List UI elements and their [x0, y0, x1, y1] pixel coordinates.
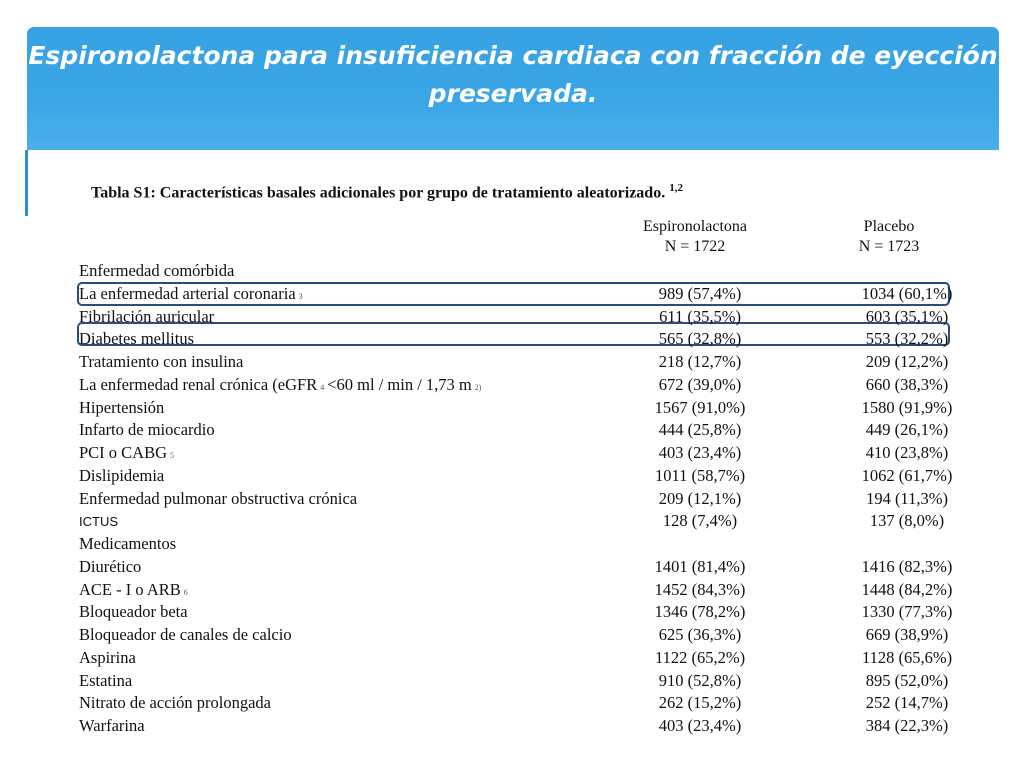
cell-placebo: 194 (11,3%)	[866, 489, 948, 508]
row-label	[79, 375, 481, 395]
cell-espironolactona: 1401 (81,4%)	[654, 557, 746, 576]
row-label-text: PCI o CABG	[79, 443, 168, 462]
row-label	[79, 420, 215, 440]
row-label-text: La enfermedad arterial coronaria	[79, 284, 296, 303]
row-label	[79, 511, 118, 531]
row-footnote-ref: 2)	[474, 383, 482, 392]
column-n: N = 1722	[664, 238, 726, 255]
row-footnote-ref: 5	[170, 451, 175, 460]
column-header-placebo	[794, 217, 984, 257]
row-label-text: Tratamiento con insulina	[79, 352, 244, 371]
cell-espironolactona: 1452 (84,3%)	[654, 580, 746, 599]
row-label	[79, 534, 176, 554]
row-label	[79, 466, 164, 486]
cell-espironolactona: 128 (7,4%)	[662, 511, 738, 530]
row-footnote-ref: 3	[298, 292, 303, 301]
row-label	[79, 261, 234, 281]
row-label	[79, 648, 136, 668]
table-row	[79, 671, 949, 693]
row-label-text: Bloqueador beta	[79, 602, 188, 621]
table-row	[79, 261, 949, 283]
row-label	[79, 693, 271, 713]
table-row	[79, 716, 949, 738]
cell-placebo: 603 (35,1%)	[865, 307, 949, 326]
row-label	[79, 557, 141, 577]
cell-espironolactona: 1011 (58,7%)	[654, 466, 746, 485]
row-label-text: Aspirina	[79, 648, 136, 667]
row-label-text: Enfermedad comórbida	[79, 261, 235, 280]
cell-espironolactona: 1567 (91,0%)	[654, 398, 746, 417]
cell-placebo: 1416 (82,3%)	[861, 557, 953, 576]
cell-placebo: 1330 (77,3%)	[861, 602, 953, 621]
column-name: Espironolactona	[643, 218, 747, 235]
row-label-text: Estatina	[79, 671, 133, 690]
row-label-text: Fibrilación auricular	[79, 307, 215, 326]
cell-placebo: 1034 (60,1%)	[861, 284, 953, 303]
row-label-text: Infarto de miocardio	[79, 420, 215, 439]
row-label	[79, 307, 214, 327]
cell-espironolactona: 989 (57,4%)	[658, 284, 742, 303]
cell-placebo: 449 (26,1%)	[865, 420, 949, 439]
row-label-text: Nitrato de acción prolongada	[79, 693, 271, 712]
row-footnote-ref: 4	[320, 383, 325, 392]
row-label-text: Dislipidemia	[79, 466, 165, 485]
column-name: Placebo	[863, 218, 915, 235]
table-row	[79, 398, 953, 420]
row-label	[79, 284, 303, 304]
row-label	[79, 716, 145, 736]
row-label	[79, 625, 292, 645]
cell-placebo: 669 (38,9%)	[865, 625, 949, 644]
cell-espironolactona: 565 (32,8%)	[658, 329, 742, 348]
table-row	[79, 329, 949, 351]
cell-placebo: 1062 (61,7%)	[861, 466, 953, 485]
cell-espironolactona: 218 (12,7%)	[658, 352, 742, 371]
table-row	[79, 534, 949, 556]
cell-placebo: 660 (38,3%)	[865, 375, 949, 394]
slide-title: Espironolactona para insuficiencia cardiaca con fracción de eyección preservada.	[28, 41, 998, 108]
table-caption-text: Tabla S1: Características basales adicionales por grupo de tratamiento aleatorizado.	[91, 184, 666, 202]
table-row	[79, 352, 949, 374]
column-n: N = 1723	[858, 238, 920, 255]
cell-placebo: 553 (32,2%)	[865, 329, 949, 348]
cell-espironolactona: 444 (25,8%)	[658, 420, 742, 439]
table-row	[79, 625, 949, 647]
table-row	[79, 466, 953, 488]
table-row	[79, 648, 953, 670]
row-label-text: ICTUS	[79, 514, 118, 529]
table-row	[79, 511, 949, 533]
row-footnote-ref: 6	[183, 588, 188, 597]
cell-espironolactona: 403 (23,4%)	[658, 716, 742, 735]
cell-espironolactona: 611 (35,5%)	[659, 307, 741, 326]
table-row	[79, 443, 949, 465]
row-label	[79, 329, 194, 349]
table-row	[79, 307, 949, 329]
row-label-tail: <60 ml / min / 1,73 m	[327, 375, 472, 394]
row-label	[79, 352, 243, 372]
table-caption-ref: 1,2	[669, 182, 683, 194]
table-row	[79, 580, 953, 602]
row-label	[79, 671, 132, 691]
table-row	[79, 489, 949, 511]
cell-placebo: 384 (22,3%)	[865, 716, 949, 735]
cell-placebo: 209 (12,2%)	[865, 352, 949, 371]
row-label	[79, 443, 174, 463]
cell-placebo: 252 (14,7%)	[865, 693, 949, 712]
cell-placebo: 895 (52,0%)	[865, 671, 949, 690]
table-row	[79, 557, 953, 579]
table-row	[79, 420, 949, 442]
cell-placebo: 1580 (91,9%)	[861, 398, 953, 417]
table-caption	[91, 182, 683, 202]
row-label	[79, 580, 188, 600]
row-label-text: Bloqueador de canales de calcio	[79, 625, 292, 644]
row-label-text: Diurético	[79, 557, 142, 576]
row-label	[79, 398, 164, 418]
row-label-text: Enfermedad pulmonar obstructiva crónica	[79, 489, 358, 508]
table-row	[79, 602, 953, 624]
row-label	[79, 489, 357, 509]
table-row	[79, 375, 949, 397]
cell-espironolactona: 209 (12,1%)	[658, 489, 742, 508]
cell-placebo: 1448 (84,2%)	[861, 580, 953, 599]
row-label-text: ACE - I o ARB	[79, 580, 181, 599]
cell-espironolactona: 672 (39,0%)	[658, 375, 742, 394]
cell-placebo: 410 (23,8%)	[865, 443, 949, 462]
row-label-text: Medicamentos	[79, 534, 177, 553]
column-header-espironolactona	[600, 217, 790, 257]
cell-espironolactona: 625 (36,3%)	[658, 625, 742, 644]
table-row	[79, 284, 953, 306]
row-label-text: La enfermedad renal crónica (eGFR	[79, 375, 318, 394]
row-label-text: Hipertensión	[79, 398, 165, 417]
cell-espironolactona: 1346 (78,2%)	[654, 602, 746, 621]
row-label-text: Warfarina	[79, 716, 145, 735]
cell-placebo: 137 (8,0%)	[869, 511, 945, 530]
cell-placebo: 1128 (65,6%)	[861, 648, 953, 667]
cell-espironolactona: 1122 (65,2%)	[654, 648, 746, 667]
row-label-text: Diabetes mellitus	[79, 329, 195, 348]
table-row	[79, 693, 949, 715]
cell-espironolactona: 403 (23,4%)	[658, 443, 742, 462]
row-label	[79, 602, 188, 622]
cell-espironolactona: 262 (15,2%)	[658, 693, 742, 712]
cell-espironolactona: 910 (52,8%)	[658, 671, 742, 690]
